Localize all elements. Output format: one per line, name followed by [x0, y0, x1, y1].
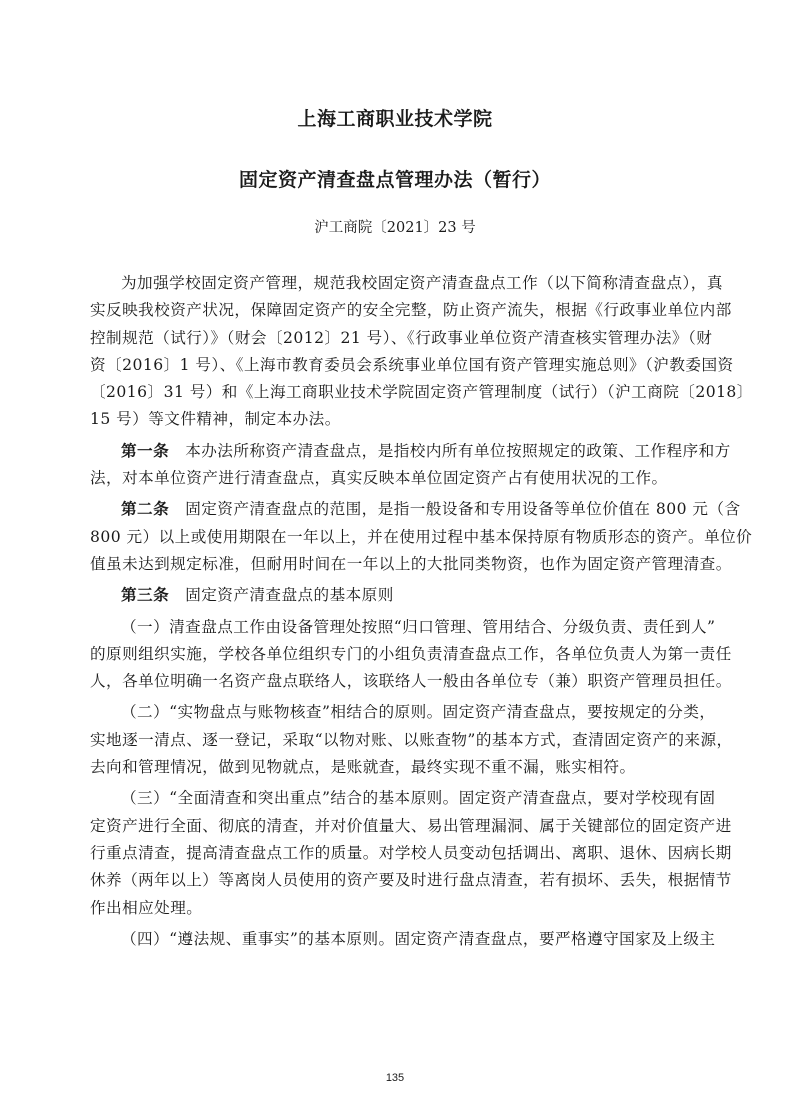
text-line: 人，各单位明确一名资产盘点联络人，该联络人一般由各单位专（兼）职资产管理员担任。 [90, 672, 732, 691]
text-line: 行重点清查，提高清查盘点工作的质量。对学校人员变动包括调出、离职、退休、因病长期 [90, 843, 732, 862]
text-line: 法，对本单位资产进行清查盘点，真实反映本单位固定资产占有使用状况的工作。 [90, 469, 668, 488]
text-line: 控制规范（试行）》（财会〔2012〕21 号）、《行政事业单位资产清查核实管理办法》（财 [90, 328, 713, 347]
text-line: （一）清查盘点工作由设备管理处按照“归口管理、管用结合、分级负责、责任到人” [121, 617, 716, 636]
text-line: 实地逐一清点、逐一登记，采取“以物对账、以账查物”的基本方式，查清固定资产的来源， [90, 730, 733, 749]
text-line: （二）“实物盘点与账物核查”相结合的原则。固定资产清查盘点，要按规定的分类， [121, 703, 716, 722]
text-line [90, 582, 704, 609]
text-line: 800 元）以上或使用期限在一年以上，并在使用过程中基本保持原有物质形态的资产。单位价 [90, 527, 753, 546]
principle-4 [90, 926, 716, 953]
principle-2 [90, 699, 733, 781]
text-line: 15 号）等文件精神，制定本办法。 [90, 410, 341, 429]
principle-1 [90, 614, 732, 696]
article-2 [90, 496, 753, 578]
document-number: 沪工商院〔2021〕23 号 [314, 220, 476, 236]
school-name: 上海工商职业技术学院 [297, 108, 493, 130]
text-line: 资〔2016〕1 号）、《上海市教育委员会系统事业单位国有资产管理实施总则》（沪教委国资 [90, 355, 734, 374]
text-line: 定资产进行全面、彻底的清查，并对价值量大、易出管理漏洞、属于关键部位的固定资产进 [90, 816, 732, 835]
text-line: 作出相应处理。 [90, 898, 203, 917]
text-line: 实反映我校资产状况，保障固定资产的安全完整，防止资产流失，根据《行政事业单位内部 [90, 301, 732, 320]
article-1 [90, 438, 731, 493]
document-title: 固定资产清查盘点管理办法（暂行） [238, 169, 551, 191]
principle-3 [90, 785, 732, 921]
text-line: （四）“遵法规、重事实”的基本原则。固定资产清查盘点，要严格遵守国家及上级主 [121, 929, 716, 948]
page-number: 135 [385, 1072, 405, 1084]
article-3 [90, 582, 733, 953]
text-line: （三）“全面清查和突出重点”结合的基本原则。固定资产清查盘点，要对学校现有固 [121, 789, 716, 808]
article-heading: 固定资产清查盘点的基本原则 [185, 586, 394, 605]
article-label: 第三条 [121, 586, 170, 605]
text-line [90, 438, 731, 465]
text-line: 去向和管理情况，做到见物就点，是账就查，最终实现不重不漏，账实相符。 [90, 758, 636, 777]
preamble-paragraph [90, 270, 753, 434]
article-label: 第一条 [121, 441, 170, 460]
article-text: 固定资产清查盘点的范围，是指一般设备和专用设备等单位价值在 800 元（含 [185, 500, 741, 519]
text-line: 休养（两年以上）等离岗人员使用的资产要及时进行盘点清查，若有损坏、丢失，根据情节 [90, 871, 732, 890]
article-text: 本办法所称资产清查盘点，是指校内所有单位按照规定的政策、工作程序和方 [185, 441, 731, 460]
text-line [90, 496, 741, 523]
text-line: 〔2016〕31 号）和《上海工商职业技术学院固定资产管理制度（试行）（沪工商院〔2018〕 [90, 383, 753, 402]
text-line: 的原则组织实施，学校各单位组织专门的小组负责清查盘点工作，各单位负责人为第一责任 [90, 644, 732, 663]
text-line: 为加强学校固定资产管理，规范我校固定资产清查盘点工作（以下简称清查盘点），真 [121, 274, 723, 292]
document-body [90, 270, 753, 953]
article-label: 第二条 [121, 500, 170, 519]
text-line: 值虽未达到规定标准，但耐用时间在一年以上的大批同类物资，也作为固定资产管理清查。 [90, 554, 732, 573]
